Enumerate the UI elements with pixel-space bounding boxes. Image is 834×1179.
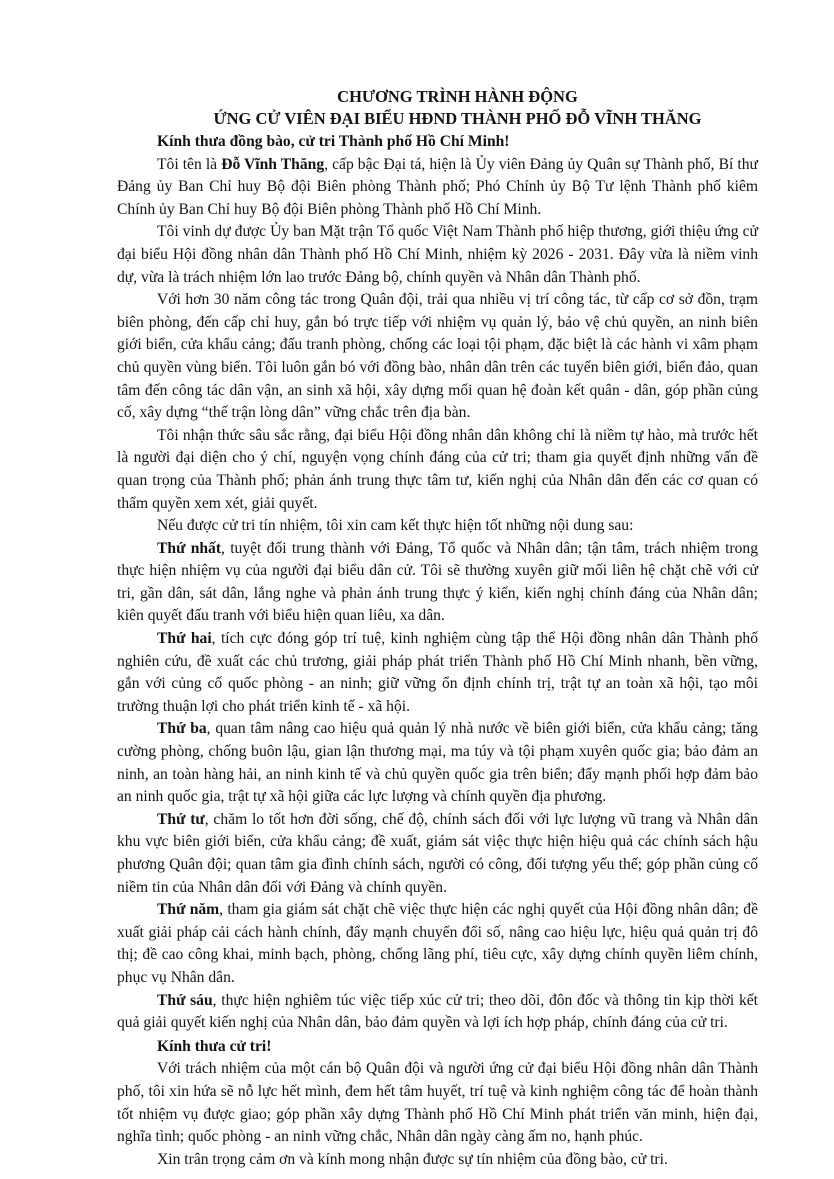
- commitment-text: , thực hiện nghiêm túc việc tiếp xúc cử tri; theo dõi, đôn đốc và thông tin kịp thời kết quả giải quyết kiến nghị của Nhân dân, bảo đảm quyền và lợi ích hợp pháp, chính đáng của cử tri.: [117, 991, 758, 1032]
- intro-prefix: Tôi tên là: [157, 155, 222, 173]
- commitment-label: Thứ hai: [157, 630, 212, 648]
- commitment-item: [117, 899, 758, 989]
- greeting-heading: Kính thưa đồng bào, cử tri Thành phố Hồ Chí Minh!: [157, 133, 510, 150]
- document-title-line1: CHƯƠNG TRÌNH HÀNH ĐỘNG: [337, 87, 578, 106]
- commitment-label: Thứ tư: [157, 810, 205, 828]
- document-title-line2: ỨNG CỬ VIÊN ĐẠI BIỂU HĐND THÀNH PHỐ ĐỖ VĨNH THĂNG: [213, 109, 702, 128]
- commitment-text: , tuyệt đối trung thành với Đảng, Tổ quốc và Nhân dân; tận tâm, trách nhiệm trong thực hiện nhiệm vụ của người đại biểu dân cử. Tôi sẽ thường xuyên giữ mối liên hệ chặt chẽ với cử tri, gần dân, sát dân, lắng nghe và phản ánh trung thực ý kiến, kiến nghị chính đáng của Nhân dân; kiên quyết đấu tranh với biểu hiện quan liêu, xa dân.: [117, 539, 759, 625]
- commitment-intro: Nếu được cử tri tín nhiệm, tôi xin cam kết thực hiện tốt những nội dung sau:: [157, 517, 634, 535]
- awareness-paragraph: Tôi nhận thức sâu sắc rằng, đại biểu Hội đồng nhân dân không chỉ là niềm tự hào, mà trước hết là người đại diện cho ý chí, nguyện vọng chính đáng của cử tri; tham gia quyết định những vấn đề quan trọng của Thành phố; phản ánh trung thực tâm tư, kiến nghị của Nhân dân đến các cơ quan có thẩm quyền xem xét, giải quyết.: [117, 426, 758, 512]
- commitment-item: [117, 538, 758, 628]
- commitment-item: [117, 990, 758, 1035]
- commitment-label: Thứ năm: [157, 901, 220, 919]
- candidate-name: Đỗ Vĩnh Thăng: [221, 155, 325, 173]
- commitment-label: Thứ nhất: [157, 539, 222, 557]
- experience-paragraph: Với hơn 30 năm công tác trong Quân đội, trải qua nhiều vị trí công tác, từ cấp cơ sở đồn, trạm biên phòng, đến cấp chỉ huy, gắn bó trực tiếp với nhiệm vụ quản lý, bảo vệ chủ quyền, an ninh biên giới biển, cửa khẩu cảng; đấu tranh phòng, chống các loại tội phạm, đặc biệt là các hành vi xâm phạm chủ quyền vùng biển. Tôi luôn gắn bó với đồng bào, nhân dân trên các tuyến biên giới, biển đảo, quan tâm đến công tác dân vận, an sinh xã hội, xây dựng mối quan hệ đoàn kết quân - dân, góp phần củng cố, xây dựng “thế trận lòng dân” vững chắc trên địa bàn.: [117, 291, 758, 422]
- commitment-text: , tham gia giám sát chặt chẽ việc thực hiện các nghị quyết của Hội đồng nhân dân; đề xuất giải pháp cải cách hành chính, đẩy mạnh chuyển đổi số, nâng cao hiệu lực, hiệu quả quản trị đô thị; đề cao công khai, minh bạch, phòng, chống lãng phí, tiêu cực, xây dựng chính quyền liêm chính, phục vụ Nhân dân.: [117, 901, 758, 986]
- intro-paragraph: [117, 154, 758, 222]
- commitment-item: [117, 809, 758, 899]
- commitment-label: Thứ ba: [157, 720, 207, 738]
- thanks-paragraph: Xin trân trọng cảm ơn và kính mong nhận được sự tín nhiệm của đồng bào, cử tri.: [157, 1150, 668, 1168]
- promise-paragraph: Với trách nhiệm của một cán bộ Quân đội và người ứng cử đại biểu Hội đồng nhân dân Thành phố, tôi xin hứa sẽ nỗ lực hết mình, đem hết tâm huyết, trí tuệ và kinh nghiệm công tác để hoàn thành tốt nhiệm vụ được giao; góp phần xây dựng Thành phố Hồ Chí Minh phát triển văn minh, hiện đại, nghĩa tình; quốc phòng - an ninh vững chắc, Nhân dân ngày càng ấm no, hạnh phúc.: [117, 1060, 758, 1146]
- commitment-item: [117, 628, 758, 718]
- commitment-text: , tích cực đóng góp trí tuệ, kinh nghiệm cùng tập thể Hội đồng nhân dân Thành phố nghiên cứu, đề xuất các chủ trương, giải pháp phát triển Thành phố Hồ Chí Minh nhanh, bền vững, gắn với củng cố quốc phòng - an ninh; giữ vững ổn định chính trị, trật tự an toàn xã hội, tạo môi trường thuận lợi cho phát triển kinh tế - xã hội.: [117, 630, 758, 715]
- commitment-label: Thứ sáu: [157, 991, 213, 1009]
- commitment-text: , chăm lo tốt hơn đời sống, chế độ, chính sách đối với lực lượng vũ trang và Nhân dân khu vực biên giới biển, cửa khẩu cảng; đề xuất, giám sát việc thực hiện hiệu quả các chính sách hậu phương Quân đội; quan tâm gia đình chính sách, người có công, đối tượng yếu thế; góp phần củng cố niềm tin của Nhân dân đối với Đảng và chính quyền.: [117, 810, 758, 896]
- commitment-text: , quan tâm nâng cao hiệu quả quản lý nhà nước về biên giới biển, cửa khẩu cảng; tăng cường phòng, chống buôn lậu, gian lận thương mại, ma túy và tội phạm xuyên quốc gia; bảo đảm an ninh, an toàn hàng hải, an ninh kinh tế và chủ quyền quốc gia trên biển; đẩy mạnh phối hợp đảm bảo an ninh quốc gia, trật tự xã hội giữa các lực lượng và chính quyền địa phương.: [117, 720, 758, 806]
- intro-text: , cấp bậc Đại tá, hiện là Ủy viên Đảng ủy Quân sự Thành phố, Bí thư Đảng ủy Ban Chỉ huy Bộ đội Biên phòng Thành phố; Phó Chính ủy Bộ Tư lệnh Thành phố kiêm Chính ủy Ban Chỉ huy Bộ đội Biên phòng Thành phố Hồ Chí Minh.: [117, 155, 758, 218]
- honor-paragraph: Tôi vinh dự được Ủy ban Mặt trận Tổ quốc Việt Nam Thành phố hiệp thương, giới thiệu ứng cử đại biểu Hội đồng nhân dân Thành phố Hồ Chí Minh, nhiệm kỳ 2026 - 2031. Đây vừa là niềm vinh dự, vừa là trách nhiệm lớn lao trước Đảng bộ, chính quyền và Nhân dân Thành phố.: [117, 223, 758, 286]
- closing-greeting: Kính thưa cử tri!: [157, 1037, 272, 1055]
- commitment-item: [117, 718, 758, 808]
